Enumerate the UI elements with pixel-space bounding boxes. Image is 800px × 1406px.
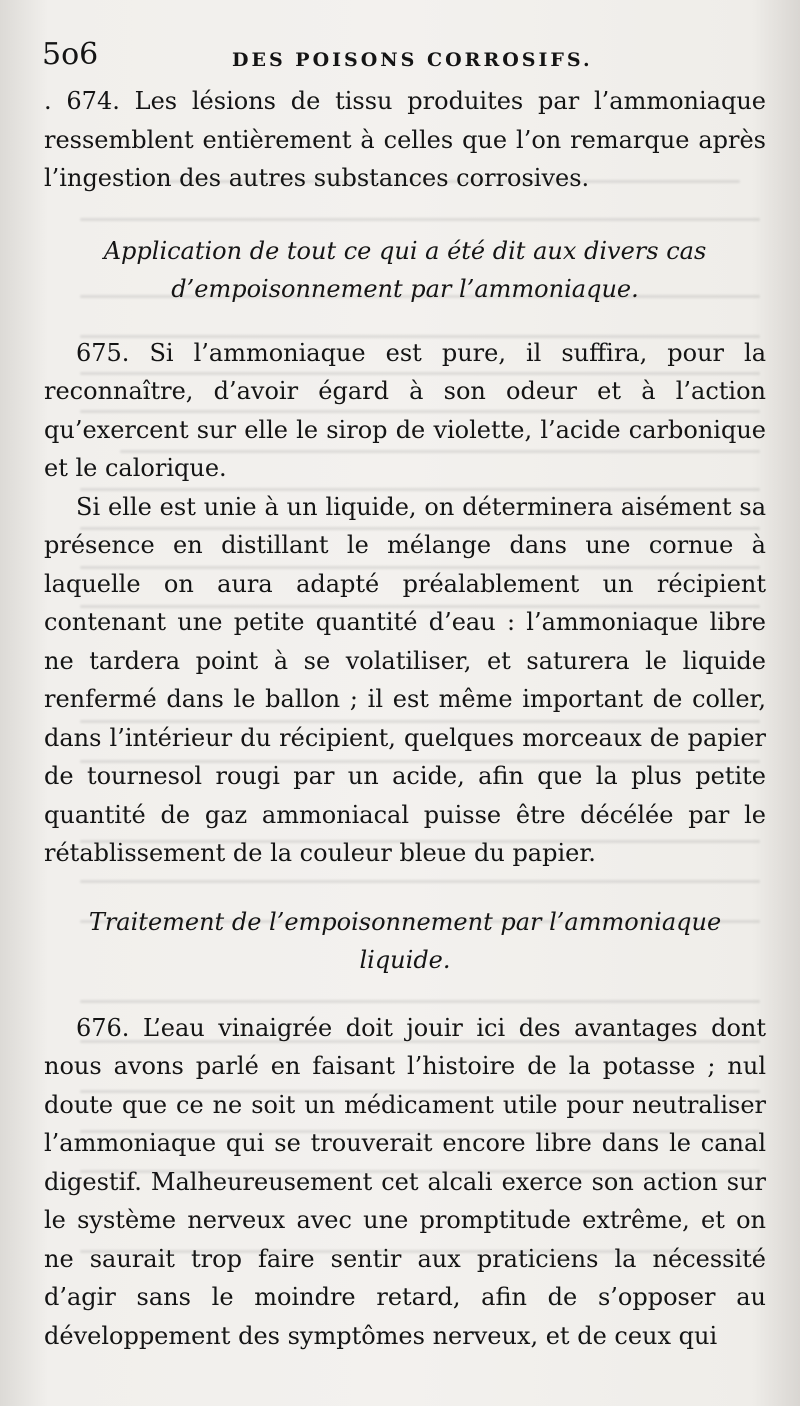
section-heading-traitement-line-2: liquide. xyxy=(359,945,451,974)
running-head: DES POISONS CORROSIFS. xyxy=(232,49,593,71)
section-heading-application-line-1: Application de tout ce qui a été dit aux divers cas xyxy=(103,236,707,265)
paragraph-676: 676. L’eau vinaigrée doit jouir ici des avantages dont nous avons parlé en faisant l’histoire de la potasse ; nul doute que ce ne soit un médicament utile pour neutraliser l’ammoniaque qui se trouverait encore libre dans le canal digestif. Malheureusement cet alcali exerce son action sur le système nerveux avec une promptitude extrême, et on ne saurait trop faire sentir aux praticiens la nécessité d’agir sans le moindre retard, afin de s’opposer au développement des symptômes nerveux, et de ceux qui xyxy=(44,1013,766,1350)
page-number: 5o6 xyxy=(42,37,99,72)
section-heading-application xyxy=(44,232,766,308)
paragraph-674: . 674. Les lésions de tissu produites par l’ammoniaque ressemblent entièrement à celles que l’on remarque après l’ingestion des autres substances corrosives. xyxy=(44,87,766,192)
section-heading-application-line-2: d’empoisonnement par l’ammoniaque. xyxy=(171,274,639,303)
paragraph-675-continued: Si elle est unie à un liquide, on déterminera aisément sa présence en distillant le mélange dans une cornue à laquelle on aura adapté préalablement un récipient contenant une petite quantité d’eau : l’ammoniaque libre ne tardera point à se volatiliser, et saturera le liquide renfermé dans le ballon ; il est même important de coller, dans l’intérieur du récipient, quelques morceaux de papier de tournesol rougi par un acide, afin que la plus petite quantité de gaz ammoniacal puisse être décélée par le rétablissement de la couleur bleue du papier. xyxy=(44,492,766,867)
page-header xyxy=(42,36,762,86)
section-heading-traitement xyxy=(44,903,766,979)
paragraph-675: 675. Si l’ammoniaque est pure, il suffira, pour la reconnaître, d’avoir égard à son odeur et à l’action qu’exercent sur elle le sirop de violette, l’acide carbonique et le calorique. xyxy=(44,338,766,482)
section-heading-traitement-line-1: Traitement de l’empoisonnement par l’ammoniaque xyxy=(88,907,722,936)
page-body xyxy=(44,82,766,1355)
